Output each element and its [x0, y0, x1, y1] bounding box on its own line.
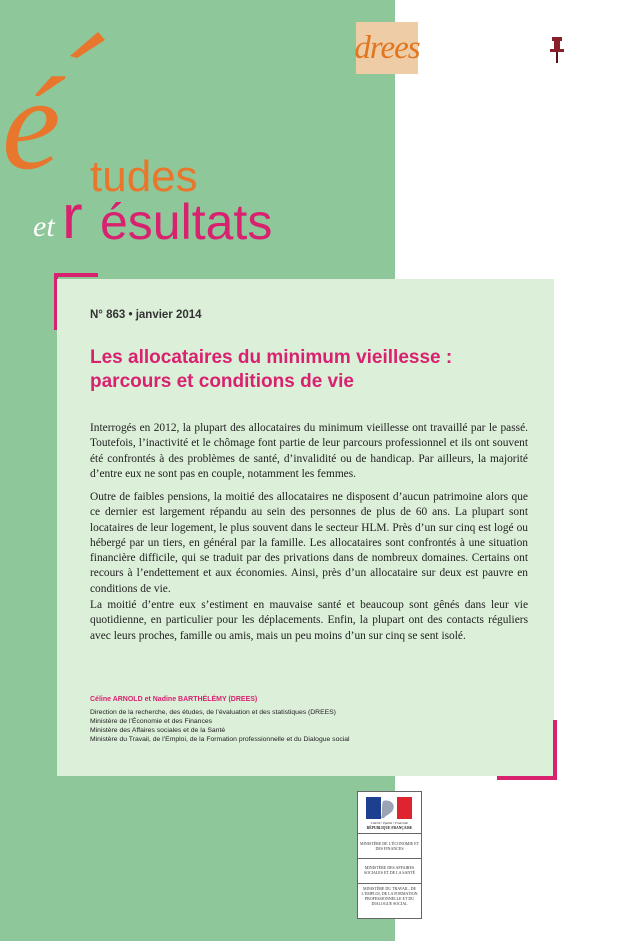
- page-title: [90, 346, 452, 394]
- affiliation-1: Direction de la recherche, des études, de l’évaluation et des statistiques (DREES): [90, 709, 336, 716]
- masthead-tudes: tudes: [90, 152, 198, 201]
- masthead-et: et: [33, 210, 55, 243]
- summary-paragraph-2: Outre de faibles pensions, la moitié des allocataires ne disposent d’aucun patrimoine alors que ce dernier est largement répandu au sein des personnes de plus de 60 ans. La plupart sont locataires de leur logement, le plus souvent dans le secteur HLM. Près d’un sur cinq est logé ou hébergé par un tiers, en général par la famille. Les allocataires sont confrontés à une situation financière difficile, qui se traduit par des privations dans de nombreux domaines. Certains ont recours à l’endettement et aux économies. Ainsi, près d’un allocataire sur deux est pauvre en conditions de vie.: [90, 491, 528, 595]
- masthead-e: é: [2, 50, 61, 197]
- corner-accent-right: [553, 720, 557, 780]
- affiliation-3: Ministère des Affaires sociales et de la Santé: [90, 727, 226, 734]
- divider: [358, 883, 421, 884]
- ministry-social-affairs: MINISTÈRE DES AFFAIRES SOCIALES ET DE LA SANTÉ: [363, 865, 416, 875]
- divider: [358, 858, 421, 859]
- drees-logo-text: drees: [354, 29, 420, 66]
- masthead-r: r: [62, 183, 83, 252]
- republic-label: RÉPUBLIQUE FRANÇAISE: [366, 826, 413, 830]
- masthead-esultats: ésultats: [100, 194, 273, 250]
- drees-logo: [356, 22, 418, 74]
- republic-motto: Liberté • Égalité • Fraternité: [371, 821, 408, 825]
- affiliation-2: Ministère de l’Économie et des Finances: [90, 718, 213, 725]
- issue-number: N° 863 • janvier 2014: [90, 309, 202, 321]
- ministry-labour: MINISTÈRE DU TRAVAIL, DE L’EMPLOI, DE LA FORMATION PROFESSIONNELLE ET DU DIALOGUE SOCIAL: [361, 886, 418, 906]
- pushpin-icon: [547, 36, 567, 64]
- authors: Céline ARNOLD et Nadine BARTHÉLÉMY (DREES): [90, 696, 258, 703]
- corner-accent-bottom: [497, 776, 557, 780]
- affiliation-4: Ministère du Travail, de l’Emploi, de la Formation professionnelle et du Dialogue social: [90, 736, 350, 743]
- marianne-logo: [366, 797, 412, 819]
- summary-paragraph-3: La moitié d’entre eux s’estiment en mauvaise santé et beaucoup sont gênés dans leur vie quotidienne, en particulier pour les déplacements. Enfin, la plupart ont des contacts réguliers avec leurs proches, famille ou amis, mais un peu moins d’un sur cinq se sent isolé.: [90, 599, 528, 642]
- summary-paragraph-1: Interrogés en 2012, la plupart des allocataires du minimum vieillesse ont travaillé par le passé. Toutefois, l’inactivité et le chômage font partie de leur parcours professionnel et ils ont souvent été confrontés à des problèmes de santé, d’invalidité ou de handicap. Par ailleurs, la majorité d’entre eux ne sont pas en couple, notamment les femmes.: [90, 422, 528, 480]
- divider: [358, 833, 421, 834]
- corner-accent-top: [54, 273, 98, 277]
- accent-mark: [68, 30, 106, 58]
- title-line-2: parcours et conditions de vie: [90, 371, 354, 392]
- government-logo-block: [357, 791, 422, 919]
- ministry-economy: MINISTÈRE DE L’ÉCONOMIE ET DES FINANCES: [359, 841, 420, 851]
- title-line-1: Les allocataires du minimum vieillesse :: [90, 347, 453, 368]
